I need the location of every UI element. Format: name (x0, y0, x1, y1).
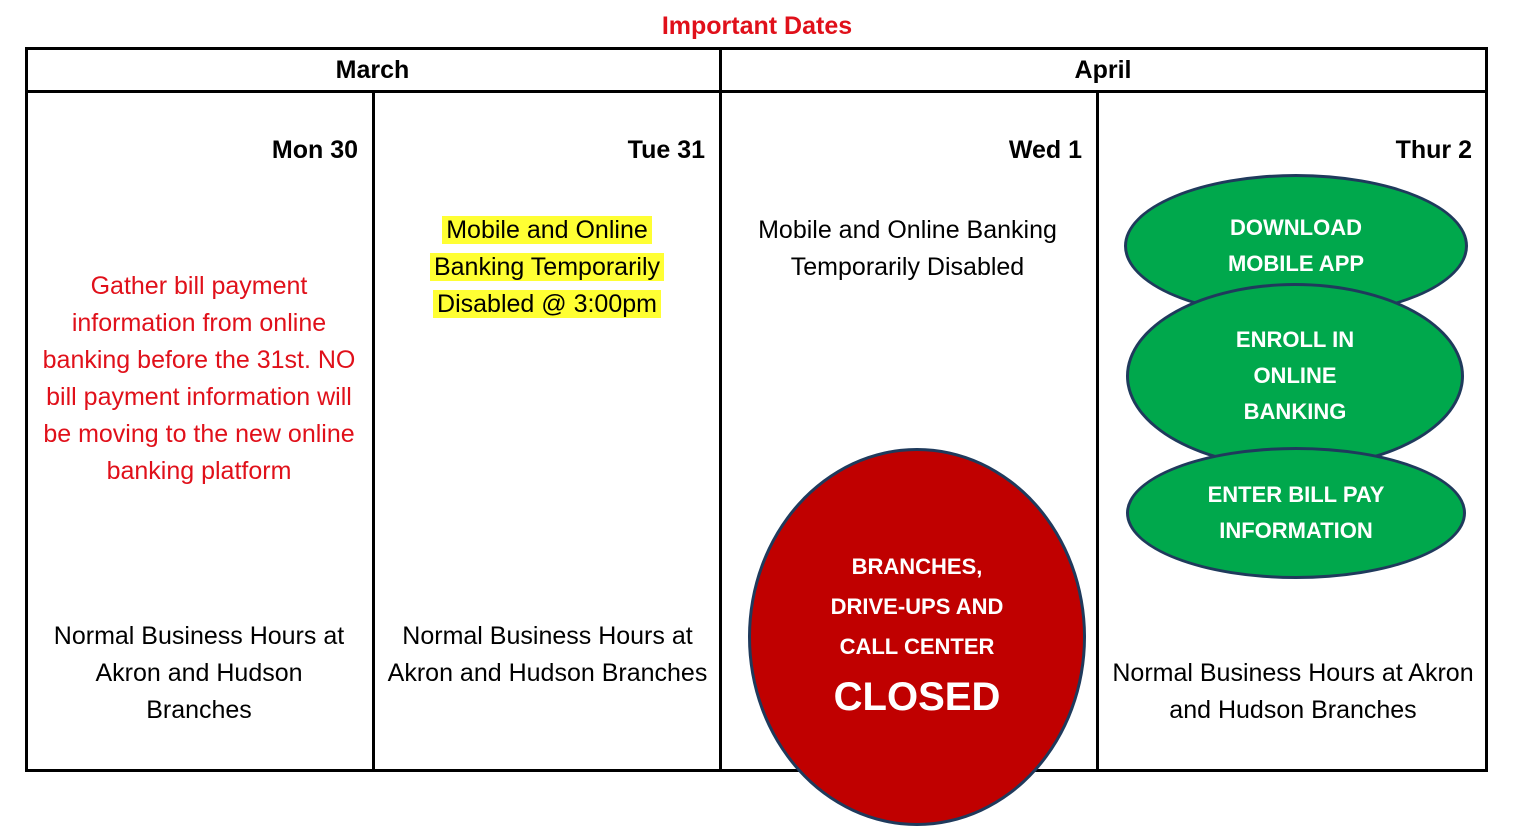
day-label-tue-31: Tue 31 (627, 136, 705, 164)
closed-word: CLOSED (833, 675, 1001, 719)
step-line: ONLINE (1253, 363, 1337, 388)
column-divider (1096, 90, 1099, 772)
day-label-thur-2: Thur 2 (1395, 136, 1472, 164)
step-line: DOWNLOAD (1230, 215, 1362, 240)
closed-oval (748, 448, 1086, 826)
banking-disabled-notice (378, 212, 716, 323)
highlighted-line: Disabled @ 3:00pm (433, 290, 661, 318)
day-label-mon-30: Mon 30 (271, 136, 358, 164)
closed-line: CALL CENTER (839, 634, 995, 659)
step-line: INFORMATION (1219, 518, 1373, 543)
step-line: ENTER BILL PAY (1207, 482, 1385, 507)
step-line: ENROLL IN (1235, 327, 1355, 352)
closed-line: BRANCHES, (851, 554, 983, 579)
step-line: BANKING (1243, 399, 1347, 424)
banking-disabled-notice: Mobile and Online Banking Temporarily Disabled (758, 216, 1057, 281)
page-title: Important Dates (661, 12, 853, 40)
enroll-online-banking-oval (1126, 283, 1464, 469)
month-divider (719, 47, 722, 772)
business-hours-note: Normal Business Hours at Akron and Hudson Branches (1112, 659, 1474, 724)
column-divider (372, 90, 375, 772)
highlighted-line: Banking Temporarily (430, 253, 664, 281)
business-hours-note: Normal Business Hours at Akron and Hudson Branches (387, 622, 708, 687)
bill-payment-notice: Gather bill payment information from online banking before the 31st. NO bill payment information will be moving to the new online banking platform (42, 272, 356, 485)
step-line: MOBILE APP (1227, 251, 1365, 276)
enter-bill-pay-oval (1126, 447, 1466, 579)
month-header-april: April (1074, 56, 1132, 84)
closed-line: DRIVE-UPS AND (830, 594, 1004, 619)
business-hours-note: Normal Business Hours at Akron and Hudson Branches (53, 622, 345, 724)
month-header-march: March (335, 56, 410, 84)
highlighted-line: Mobile and Online (442, 216, 652, 244)
day-label-wed-1: Wed 1 (1008, 136, 1082, 164)
header-divider (25, 90, 1488, 93)
